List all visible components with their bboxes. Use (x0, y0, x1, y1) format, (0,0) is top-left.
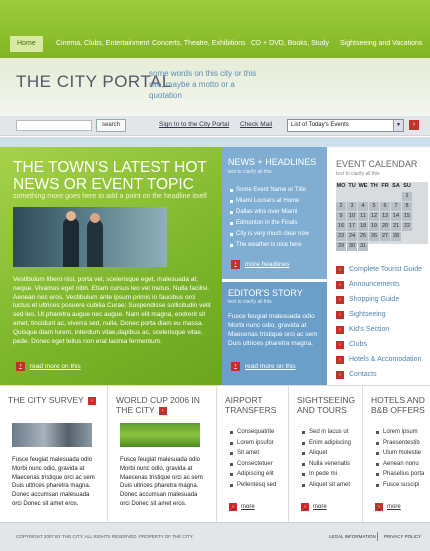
calendar-day[interactable]: 21 (392, 223, 400, 229)
list-item[interactable]: In pede mi (301, 469, 359, 480)
search-input[interactable] (16, 120, 92, 131)
more-label: more (313, 504, 327, 510)
calendar-day-header: SU (403, 183, 411, 189)
calendar-day[interactable]: 5 (369, 202, 379, 211)
news-item[interactable]: Miami Loosers at Home (228, 196, 324, 207)
search-button[interactable]: search (96, 119, 126, 132)
calendar-day (391, 192, 401, 201)
sightseeing-column (289, 386, 363, 523)
calendar-day[interactable]: 2 (336, 202, 346, 211)
survey-title-text: THE CITY SURVEY (8, 395, 84, 405)
calendar-day (336, 192, 346, 201)
list-item[interactable]: Aliquet (301, 448, 359, 459)
list-item[interactable]: Sit amet (229, 448, 287, 459)
divider-strip (0, 137, 430, 147)
calendar-day (380, 242, 390, 251)
arrow-right-icon: › (336, 371, 344, 379)
calendar-day-header: FR (381, 183, 389, 189)
airport-column (217, 386, 289, 523)
news-subtitle: text to clarify all this (228, 169, 272, 175)
list-item[interactable]: Fusce suscipi (375, 480, 430, 491)
privacy-policy-link[interactable]: PRIVACY POLICY (384, 534, 422, 539)
list-item[interactable]: Lorem ipsufor (229, 438, 287, 449)
more-headlines-label: more headlines (245, 261, 290, 268)
quick-link[interactable] (336, 262, 428, 277)
sightseeing-more-link[interactable] (301, 503, 327, 511)
more-label: more (387, 504, 401, 510)
calendar-day (358, 192, 368, 201)
nav-cinema[interactable]: Cinema, Clubs, Entertainment (56, 40, 150, 47)
quick-link-label: Announcements (349, 281, 400, 288)
editor-read-more-link[interactable] (231, 362, 296, 371)
quick-link[interactable] (336, 322, 428, 337)
hotels-more-link[interactable] (375, 503, 401, 511)
arrow-right-icon: › (301, 503, 309, 511)
calendar-day[interactable]: 6 (380, 202, 390, 211)
list-item[interactable]: Consequatrite (229, 427, 287, 438)
airport-more-link[interactable] (229, 503, 255, 511)
hero-read-more-link[interactable] (16, 362, 81, 371)
calendar-day[interactable]: 27 (381, 233, 389, 239)
calendar-day[interactable]: 29 (337, 243, 345, 249)
airport-list (229, 427, 287, 490)
quick-link-label: Contacts (349, 371, 377, 378)
editor-story-panel (222, 282, 327, 385)
top-navigation (0, 0, 430, 58)
list-item[interactable]: Nulla venenatis (301, 459, 359, 470)
header (0, 58, 430, 116)
calendar-day (347, 192, 357, 201)
editor-read-more-label: read more on this (245, 363, 296, 370)
list-item[interactable]: Consectetuer (229, 459, 287, 470)
legal-information-link[interactable]: LEGAL INFORMATION (329, 534, 376, 539)
list-item[interactable]: Aenean nonu (375, 459, 430, 470)
right-sidebar (327, 147, 430, 385)
list-item[interactable]: Pellentesq sed (229, 480, 287, 491)
worldcup-text: Fusce feugiat malesuada odio Morbi nunc odio, gravida at Maecenas tristique orci ac sem Duis ultrices pharetra magna. Donec accumsan malesuada orci Donec sit amet eros. (120, 457, 203, 507)
nav-home[interactable]: Home (10, 36, 43, 52)
nav-concerts[interactable]: Concerts, Theatre, Exhibitions (152, 40, 246, 47)
quick-link[interactable] (336, 277, 428, 292)
calendar-day[interactable]: 24 (348, 233, 356, 239)
nav-cd-dvd[interactable]: CD + DVD, Books, Study (251, 40, 330, 47)
events-select-value: List of Today's Events (291, 122, 349, 128)
news-list (228, 185, 324, 251)
news-item[interactable]: Dallas wins over Miami (228, 207, 324, 218)
calendar-day[interactable]: 22 (403, 223, 411, 229)
calendar-day[interactable]: 12 (370, 213, 378, 219)
survey-title[interactable] (8, 395, 96, 405)
hotels-column (363, 386, 430, 523)
worldcup-title-text: WORLD CUP 2006 IN THE CITY (116, 395, 200, 415)
calendar-subtitle: text to clarify all this (336, 171, 380, 177)
calendar-day[interactable]: 25 (359, 233, 367, 239)
arrow-right-icon: › (336, 296, 344, 304)
quick-link[interactable] (336, 307, 428, 322)
quick-link-label: Clubs (349, 341, 367, 348)
arrow-right-icon: › (229, 503, 237, 511)
quick-link[interactable] (336, 337, 428, 352)
arrow-right-icon: › (336, 341, 344, 349)
nav-sightseeing[interactable]: Sightseeing and Vacations (340, 40, 423, 47)
arrow-right-icon: › (336, 326, 344, 334)
arrow-right-icon: › (336, 311, 344, 319)
calendar-title: EVENT CALENDAR (336, 159, 418, 169)
event-calendar (336, 182, 428, 249)
calendar-day (380, 192, 390, 201)
quick-link[interactable] (336, 367, 428, 382)
worldcup-image (120, 423, 200, 447)
calendar-day[interactable]: 19 (370, 223, 378, 229)
calendar-day[interactable]: 26 (370, 233, 378, 239)
check-mail-link[interactable]: Check Mail (240, 121, 273, 128)
news-item[interactable]: The weather is nice here (228, 240, 324, 251)
calendar-day[interactable]: 13 (381, 213, 389, 219)
chevron-down-icon: ▼ (393, 120, 403, 131)
calendar-day[interactable]: 28 (392, 233, 400, 239)
news-item[interactable]: Edmonton in the Finals (228, 218, 324, 229)
list-item[interactable]: Aliquet sit amet (301, 480, 359, 491)
calendar-day[interactable]: 30 (348, 243, 356, 249)
calendar-day[interactable]: 9 (336, 212, 346, 221)
calendar-day[interactable]: 1 (402, 192, 412, 201)
site-motto: some words on this city or this site, maybe a motto or a quotation (149, 69, 257, 100)
calendar-day[interactable]: 15 (403, 213, 411, 219)
calendar-day (369, 242, 379, 251)
calendar-day-header: WE (358, 183, 368, 189)
divider (377, 532, 378, 541)
hero-image (13, 207, 167, 267)
site-logo[interactable]: THE CITY PORTAL (16, 72, 172, 91)
airport-title[interactable]: AIRPORT TRANSFERS (225, 395, 277, 415)
quick-links (336, 262, 428, 382)
calendar-day[interactable]: 8 (402, 202, 412, 211)
signin-link[interactable]: Sign In to the City Portal (159, 121, 230, 128)
worldcup-title[interactable] (116, 395, 211, 415)
go-arrow-button[interactable]: › (409, 120, 419, 130)
list-item[interactable]: Praesentestib (375, 438, 430, 449)
more-headlines-link[interactable] (231, 260, 289, 269)
arrow-right-icon: › (231, 362, 240, 371)
list-item[interactable]: Phasellus porta (375, 469, 430, 480)
calendar-day[interactable]: 10 (348, 213, 356, 219)
arrow-right-icon: › (336, 266, 344, 274)
copyright-text: COPYRIGHT 2007 BY THE CITY. ALL RIGHTS RESERVED. PROPERTY OF THE CITY. (16, 534, 194, 539)
calendar-day (402, 232, 412, 241)
calendar-day (369, 192, 379, 201)
calendar-day[interactable]: 18 (359, 223, 367, 229)
arrow-right-icon: › (336, 281, 344, 289)
calendar-day (391, 242, 401, 251)
hero-text: Vestibulum libero nisl, porta vel, scelerisque eget, malesuada at, neque. Vivamus eget nibh. Etiam cursus leo vel metus. Nulla facilisi. Aenean nec eros. Vestibulum ante ipsum primis in faucibus orci luctus et ultrices posuere cubilia Curae; Suspendisse sollicitudin velit sed leo. Ut pharetra augue nec augue. Nam elit magna, endrerit sit amet, tincidunt ac, viverra sed, nulla. Donec porta diam eu massa. Quisque diam lorem, interdum vitae,dapibus ac, scelerisque vitae, pede. Donec eget tellus non erat lacinia fermentum. (13, 276, 211, 345)
news-item[interactable]: Some Event Name or Title (228, 185, 324, 196)
list-item[interactable]: Adipiscing elit (229, 469, 287, 480)
calendar-day-header: TH (370, 183, 378, 189)
calendar-day (402, 242, 412, 251)
hotels-list (375, 427, 430, 490)
calendar-week-row (336, 232, 428, 242)
arrow-right-icon: › (159, 407, 167, 415)
calendar-day[interactable]: 4 (358, 202, 368, 211)
hero-title: THE TOWN'S LATEST HOT NEWS OR EVENT TOPIC (13, 159, 207, 193)
survey-image (12, 423, 92, 447)
news-title: NEWS + HEADLINES (228, 157, 317, 167)
list-item[interactable]: Ulum molestie (375, 448, 430, 459)
person-figure (63, 217, 79, 267)
calendar-week-row (336, 202, 428, 212)
calendar-day[interactable]: 7 (391, 202, 401, 211)
calendar-week-row (336, 192, 428, 202)
calendar-day[interactable]: 14 (392, 213, 400, 219)
quick-link-label: Kid's Section (349, 326, 390, 333)
hero-read-more-label: read more on this (30, 363, 81, 370)
calendar-week-row (336, 212, 428, 222)
hero-panel (0, 147, 222, 385)
sightseeing-list (301, 427, 359, 490)
sightseeing-title[interactable]: SIGHTSEEING AND TOURS (297, 395, 356, 415)
survey-text: Fusce feugiat malesuada odio Morbi nunc odio, gravida at Maecenas tristique orci ac sem Duis ultrices pharetra magna. Donec accumsan malesuada orci Donec sit amet eros. (12, 457, 95, 507)
person-figure (87, 219, 103, 267)
calendar-header-row (336, 182, 428, 192)
calendar-day[interactable]: 31 (359, 243, 367, 249)
person-head (66, 211, 76, 221)
calendar-day[interactable]: 23 (337, 233, 345, 239)
calendar-day[interactable]: 16 (337, 223, 345, 229)
news-item[interactable]: City is very much clear now (228, 229, 324, 240)
calendar-day[interactable]: 17 (348, 223, 356, 229)
quick-link[interactable] (336, 292, 428, 307)
calendar-day-header: SA (392, 183, 400, 189)
arrow-right-icon: › (336, 356, 344, 364)
survey-column (0, 386, 108, 523)
calendar-day[interactable]: 11 (358, 212, 368, 221)
calendar-day[interactable]: 3 (347, 202, 357, 211)
editor-title: EDITOR'S STORY (228, 288, 303, 298)
editor-text: Fusce feugiat malesuada odio Morbi nunc odio, gravida at Maecenas tristique orci ac sem Duis ultrices pharetra magna. (228, 313, 318, 347)
news-panel (222, 147, 327, 385)
bottom-columns (0, 385, 430, 522)
quick-link-label: Hotels & Accomodation (349, 356, 422, 363)
list-item[interactable]: Lorem ipsum (375, 427, 430, 438)
worldcup-column (108, 386, 217, 523)
quick-link-label: Sightseeing (349, 311, 386, 318)
hero-subtitle: something more goes here to add a point on the headline itself (13, 193, 207, 200)
more-label: more (241, 504, 255, 510)
calendar-week-row (336, 242, 428, 252)
footer (0, 522, 430, 551)
quick-link[interactable] (336, 352, 428, 367)
list-item[interactable]: Sed in lacus ut (301, 427, 359, 438)
editor-subtitle: text to clarify all this (228, 299, 272, 305)
arrow-right-icon: › (231, 260, 240, 269)
person-head (90, 213, 100, 223)
list-item[interactable]: Enim adipiscing (301, 438, 359, 449)
utility-bar (0, 116, 430, 136)
quick-link-label: Shopping Guide (349, 296, 400, 303)
calendar-day[interactable]: 20 (381, 223, 389, 229)
quick-link-label: Complete Tourist Guide (349, 266, 423, 273)
hotels-title[interactable]: HOTELS AND B&B OFFERS (371, 395, 425, 415)
events-select[interactable] (287, 119, 404, 132)
arrow-right-icon: › (88, 397, 96, 405)
arrow-right-icon: › (16, 362, 25, 371)
calendar-day-header: MO (336, 183, 346, 189)
calendar-day-header: TU (348, 183, 356, 189)
arrow-right-icon: › (375, 503, 383, 511)
calendar-week-row (336, 222, 428, 232)
